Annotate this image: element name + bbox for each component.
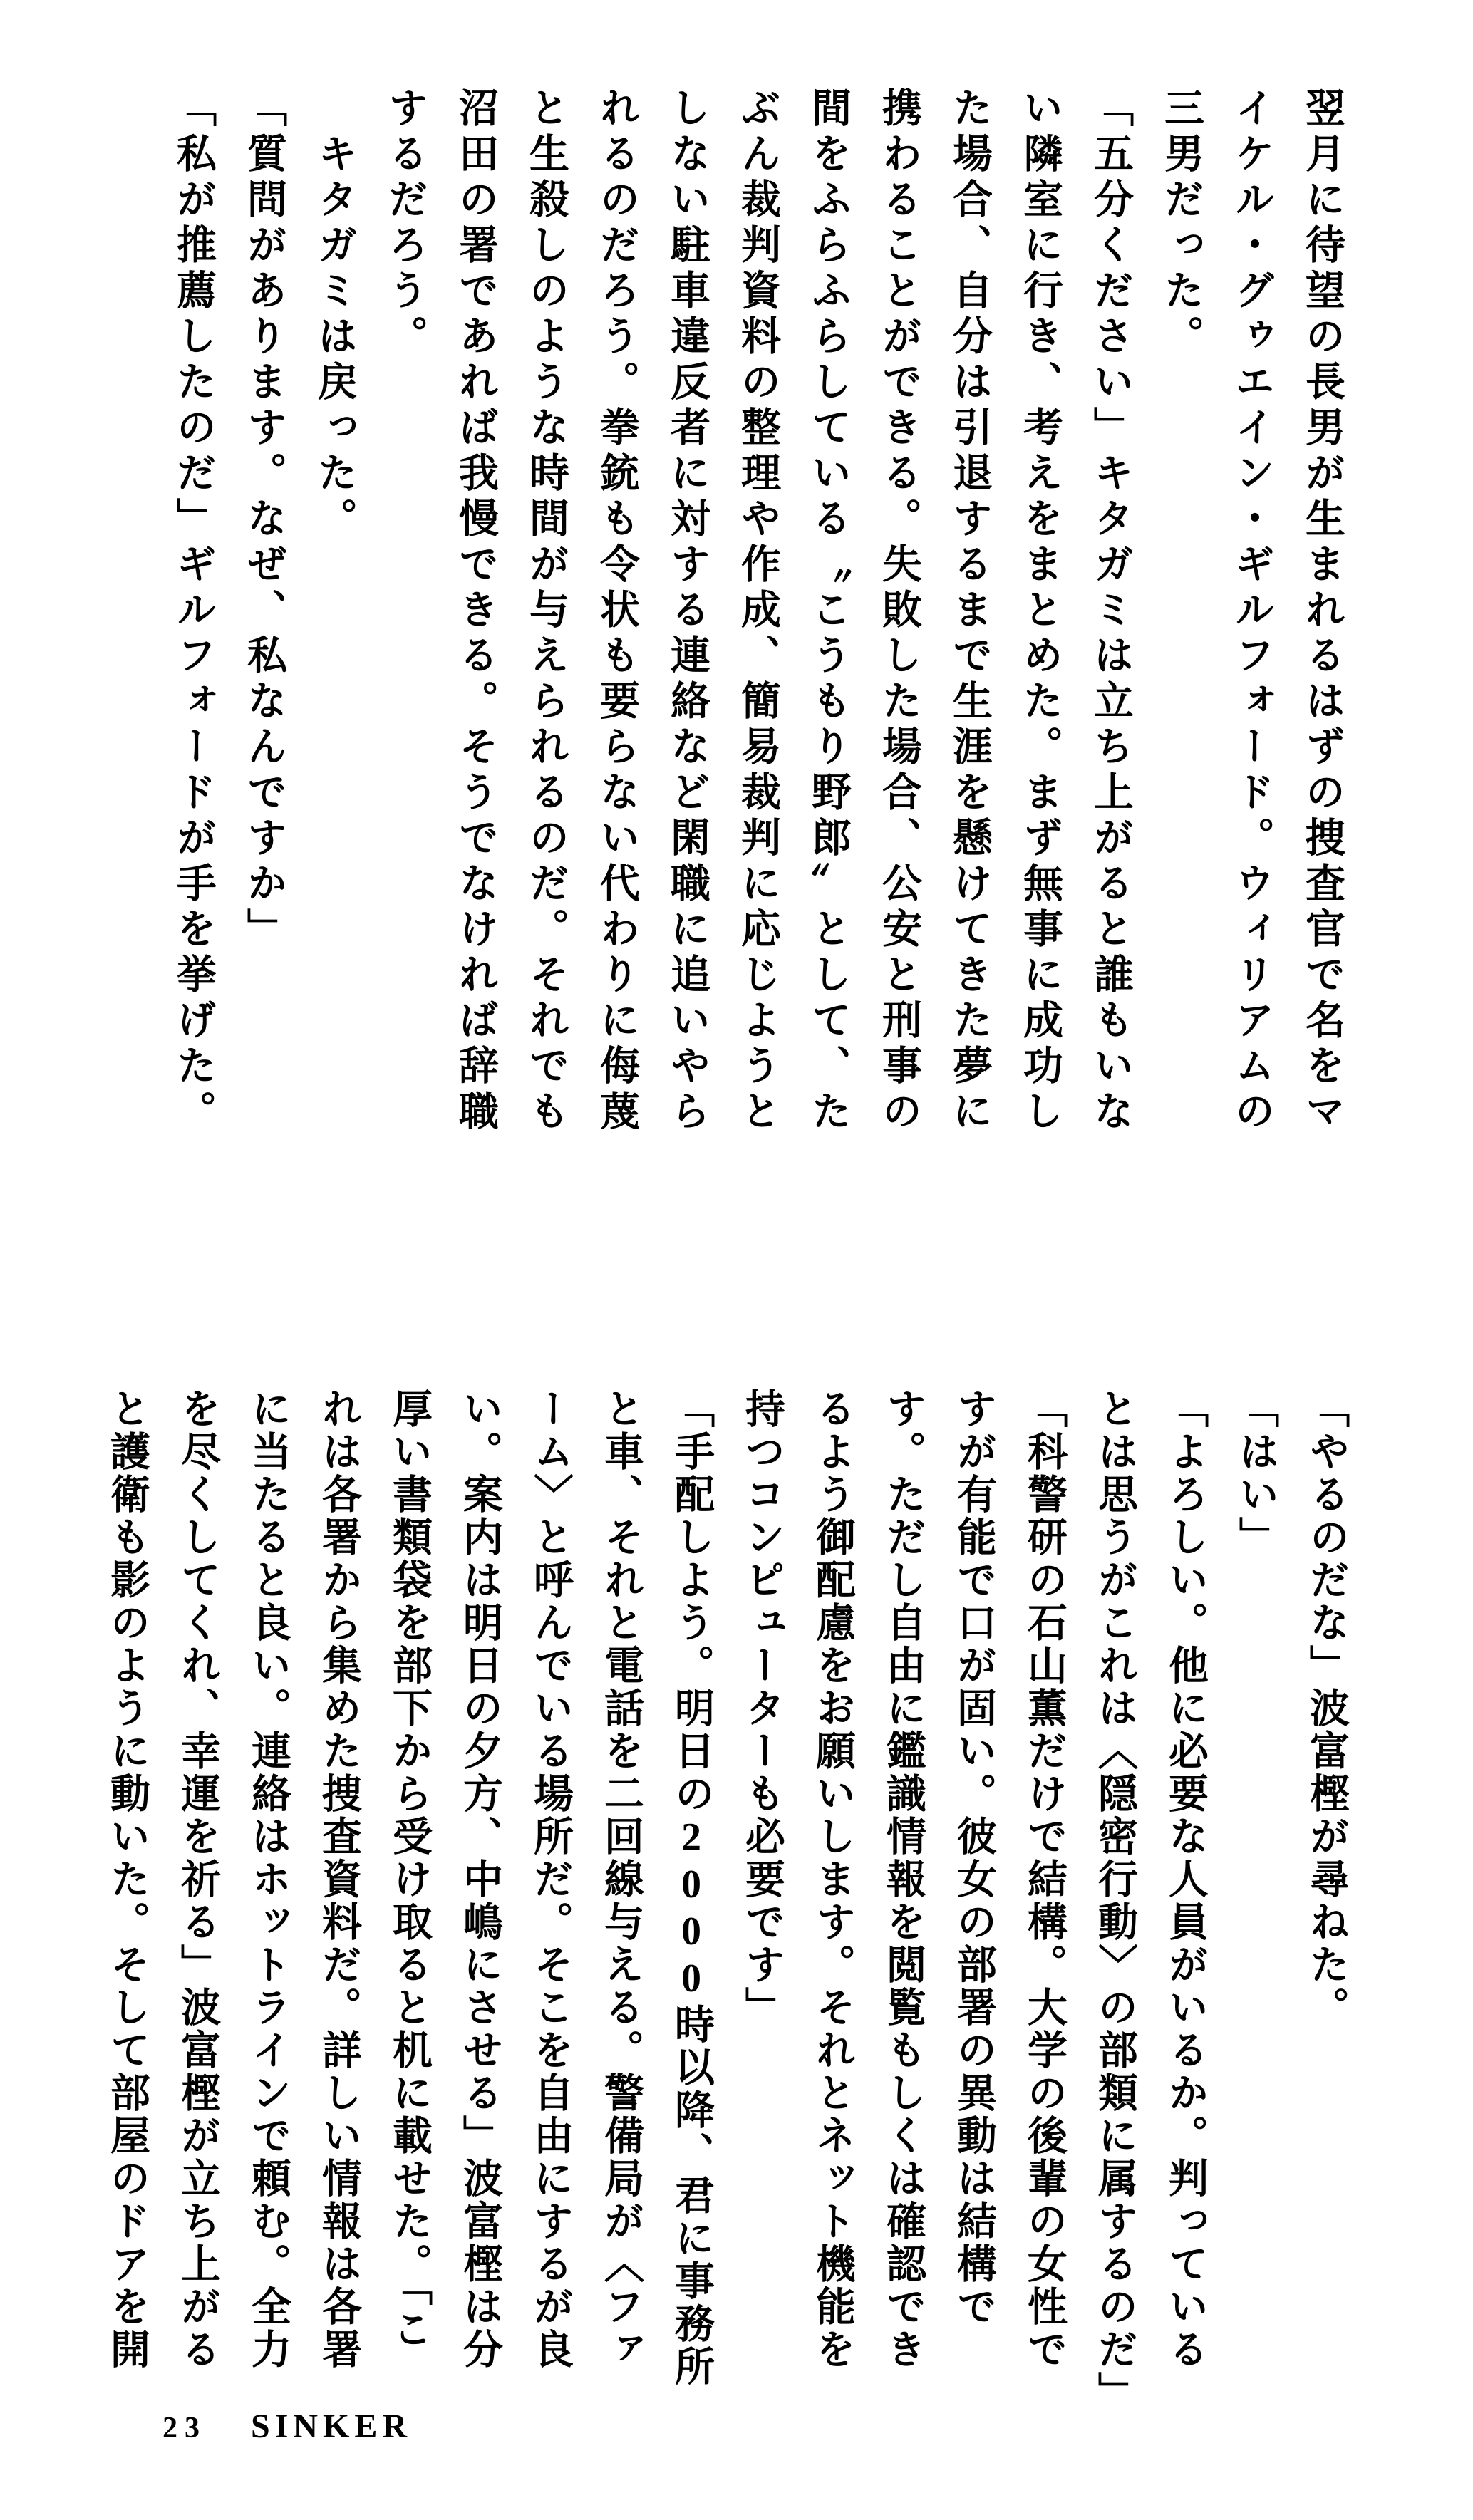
text-line: 翌月に待望の長男が生まれるはずの捜査官で名をマ <box>1300 87 1344 1136</box>
text-line: 三男だった。 <box>1159 87 1203 361</box>
text-line: と車、それと電話を二回線与える。警備局が〈ファ <box>599 1388 643 2371</box>
upper-text-block <box>157 87 1357 1163</box>
text-line: 厚い書類袋を部下から受け取ると机に載せた。「こ <box>387 1388 431 2351</box>
text-line: た場合、自分は引退するまで生涯を懸けてきた夢に <box>947 87 991 1136</box>
text-line: い。案内は明日の夕方、中嶋にさせる」波富樫は分 <box>458 1388 502 2371</box>
running-title: SINKER <box>251 2407 413 2445</box>
text-line: れるのだろう。拳銃も令状も要らない代わりに侮蔑 <box>594 87 639 1136</box>
text-line: 「五分ください」キタガミは立ち上がると誰もいな <box>1088 87 1132 1136</box>
text-line: 携わることができる。失敗した場合、公安と刑事の <box>877 87 921 1136</box>
text-line: ーム〉と呼んでいる場所だ。そこを自由にするが良 <box>528 1388 572 2371</box>
text-line: 「私が推薦したのだ」ギルフォードが手を挙げた。 <box>171 87 215 1136</box>
text-line: と護衛も影のように動いた。そして部屋のドアを開 <box>105 1388 149 2371</box>
text-line: を尽くしてくれ、幸運を祈る」波富樫が立ち上がる <box>175 1388 219 2371</box>
text-line: い隣室に行き、考えをまとめた。まず無事に成功し <box>1018 87 1062 1136</box>
text-line: す。ただし自由に鑑識情報を閲覧もしくは確認でき <box>881 1388 925 2371</box>
text-line: 「科警研の石山薫だけで結構。大学の後輩の女性で <box>1022 1388 1066 2371</box>
text-line: するだろう。 <box>383 87 427 361</box>
text-line: 間をふらふらしている〝こうもり野郎〟として、た <box>806 87 850 1136</box>
text-line: るよう御配慮をお願いします。それとネット機能を <box>810 1388 854 2371</box>
text-line: イケル・グゥエイン・ギルフォード。ウィリアムの <box>1229 87 1273 1136</box>
text-line: 「よろしい。他に必要な人員がいるか。判っている <box>1163 1388 1207 2371</box>
page-number: 23 <box>162 2412 207 2444</box>
text-line: とは思うがこれは〈隠密行動〉の部類に属するのだ」 <box>1092 1388 1137 2414</box>
text-line: 持つコンピューターも必要です」 <box>740 1388 784 2029</box>
text-line: キタガミは戻った。 <box>312 133 356 543</box>
text-line: 「やるのだな」波富樫が尋ねた。 <box>1304 1388 1348 2029</box>
text-line: すが有能で口が固い。彼女の部署の異動は結構で <box>951 1388 996 2328</box>
text-line: 「手配しよう。明日の2000時以降、君に事務所 <box>669 1388 713 2388</box>
text-line: に当たると良い。連絡はホットラインで頼む。全力 <box>246 1388 290 2371</box>
lower-text-block <box>91 1388 1361 2414</box>
text-line: と生殺しのような時間が与えられるのだ。それでも <box>524 87 568 1136</box>
text-line: しない駐車違反者に対する連絡など閑職に追いやら <box>665 87 709 1136</box>
text-line: 「はい」 <box>1234 1388 1278 1559</box>
text-line: 「質問があります。なぜ、私なんですか」 <box>242 87 286 953</box>
text-line: ぶん裁判資料の整理や作成、簡易裁判に応じようと <box>735 87 780 1136</box>
page-footer <box>162 2407 412 2446</box>
text-line: れは各署から集めた捜査資料だ。詳しい情報は各署 <box>316 1388 361 2371</box>
text-line: 沼田の署であれば我慢できる。そうでなければ辞職 <box>453 87 497 1136</box>
